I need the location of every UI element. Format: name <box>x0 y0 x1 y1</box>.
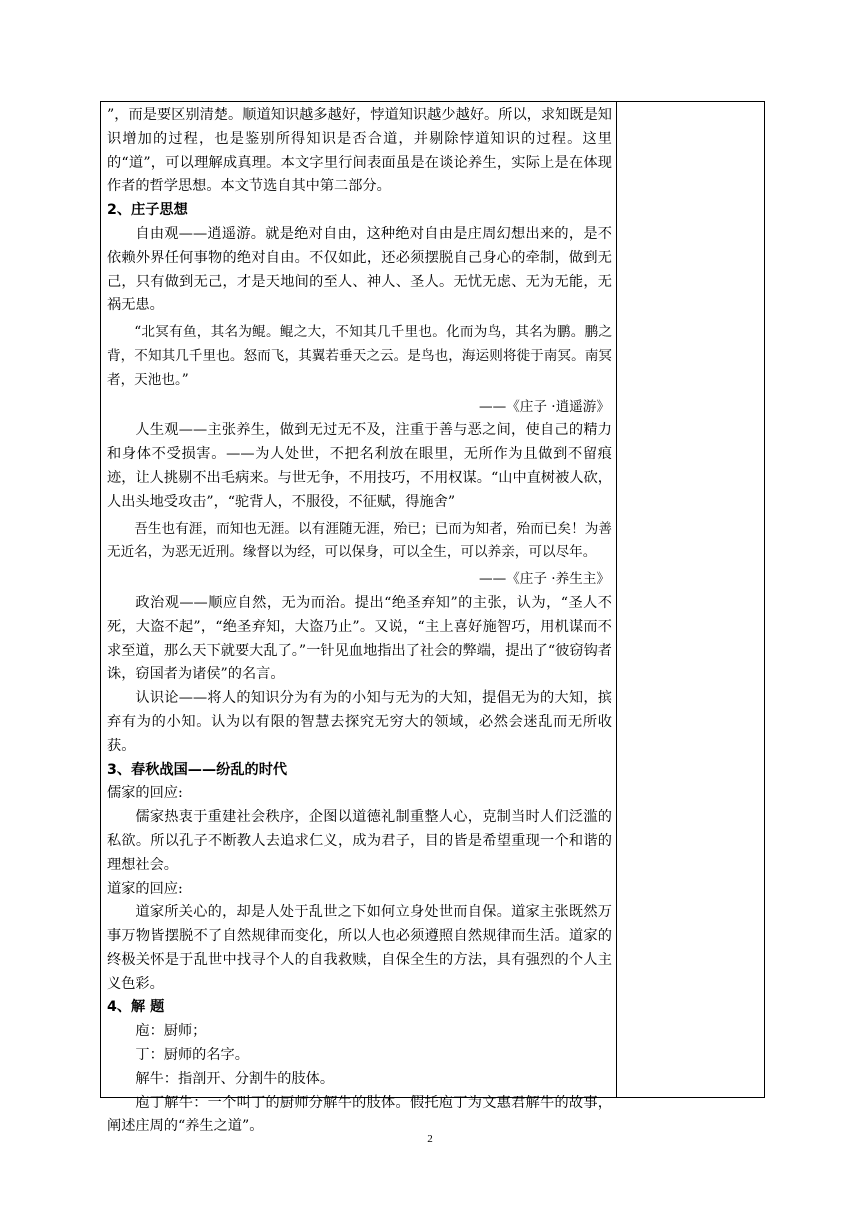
quote-source-1: ——《庄子 ·逍遥游》 <box>479 398 610 415</box>
section-heading-2: 2、庄子思想 <box>107 202 188 219</box>
quote-xiaoyaoyou: “北冥有鱼，其名为鲲。鲲之大，不知其几千里也。化而为鸟，其名为鹏。鹏之背，不知其几千里也。怒而飞，其翼若垂天之云。是鸟也，海运则将徙于南冥。南冥者，天池也。” <box>107 324 612 388</box>
definition-jieniu: 解牛：指剖开、分割牛的肢体。 <box>135 1070 335 1087</box>
definition-paoding-jieniu: 庖丁解牛：一个叫丁的厨师分解牛的肢体。假托庖丁为文惠君解牛的故事，阐述庄周的“养生之道”。 <box>107 1094 612 1135</box>
quote-source-2: ——《庄子 ·养生主》 <box>479 571 610 588</box>
freedom-paragraph: 自由观——逍遥游。就是绝对自由，这种绝对自由是庄周幻想出来的，是不依赖外界任何事物的绝对自由。不仅如此，还必须摆脱自己身心的牵制，做到无己，只有做到无己，才是天地间的至人、神人、圣人。无忧无虑、无为无能，无祸无患。 <box>107 225 612 314</box>
intro-paragraph: ”，而是要区别清楚。顺道知识越多越好，悖道知识越少越好。所以，求知既是知识增加的过程，也是鉴别所得知识是否合道，并剔除悖道知识的过程。这里的“道”，可以理解成真理。本文字里行间表面虽是在谈论养生，实际上是在体现作者的哲学思想。本文节选自其中第二部分。 <box>107 107 612 195</box>
definition-pao: 庖：厨师； <box>135 1023 207 1040</box>
confucian-label: 儒家的回应: <box>107 785 183 802</box>
main-content-cell <box>107 104 612 1139</box>
quote-yangshengzhu: 吾生也有涯，而知也无涯。以有涯随无涯，殆已；已而为知者，殆而已矣！为善无近名，为恶无近刑。缘督以为经，可以保身，可以全生，可以养亲，可以尽年。 <box>107 520 612 561</box>
lesson-table <box>100 101 765 1135</box>
section-heading-3: 3、春秋战国——纷乱的时代 <box>107 761 288 778</box>
page-number: 2 <box>427 1133 433 1145</box>
section-heading-4: 4、解 题 <box>107 999 165 1016</box>
definition-ding: 丁：厨师的名字。 <box>135 1047 249 1064</box>
life-paragraph: 人生观——主张养生，做到无过无不及，注重于善与恶之间，使自己的精力和身体不受损害。——为人处世，不把名利放在眼里，无所作为且做到不留痕迹，让人挑剔不出毛病来。与世无争，不用技巧，不用权谋。“山中直树被人砍，人出头地受攻击”，“驼背人，不服役，不征赋，得施舍” <box>107 422 612 510</box>
politics-paragraph: 政治观——顺应自然，无为而治。提出“绝圣弃知”的主张，认为，“圣人不死，大盗不起”，“绝圣弃知，大盗乃止”。又说，“主上喜好施智巧，用机谋而不求至道，那么天下就要大乱了。”一针见血地指出了社会的弊端，提出了“彼窃钩者诛，窃国者为诸侯”的名言。 <box>107 594 612 683</box>
daoist-label: 道家的回应: <box>107 880 183 897</box>
confucian-paragraph: 儒家热衷于重建社会秩序，企图以道德礼制重整人心，克制当时人们泛滥的私欲。所以孔子不断教人去追求仁义，成为君子，目的皆是希望重现一个和谐的理想社会。 <box>107 809 612 873</box>
column-divider <box>616 102 617 1097</box>
knowledge-paragraph: 认识论——将人的知识分为有为的小知与无为的大知，提倡无为的大知，摈弃有为的小知。认为以有限的智慧去探究无穷大的领域，必然会迷乱而无所收获。 <box>107 690 612 754</box>
daoist-paragraph: 道家所关心的，却是人处于乱世之下如何立身处世而自保。道家主张既然万事万物皆摆脱不了自然规律而变化，所以人也必须遵照自然规律而生活。道家的终极关怀是于乱世中找寻个人的自我救赎，自保全生的方法，具有强烈的个人主义色彩。 <box>107 904 612 992</box>
